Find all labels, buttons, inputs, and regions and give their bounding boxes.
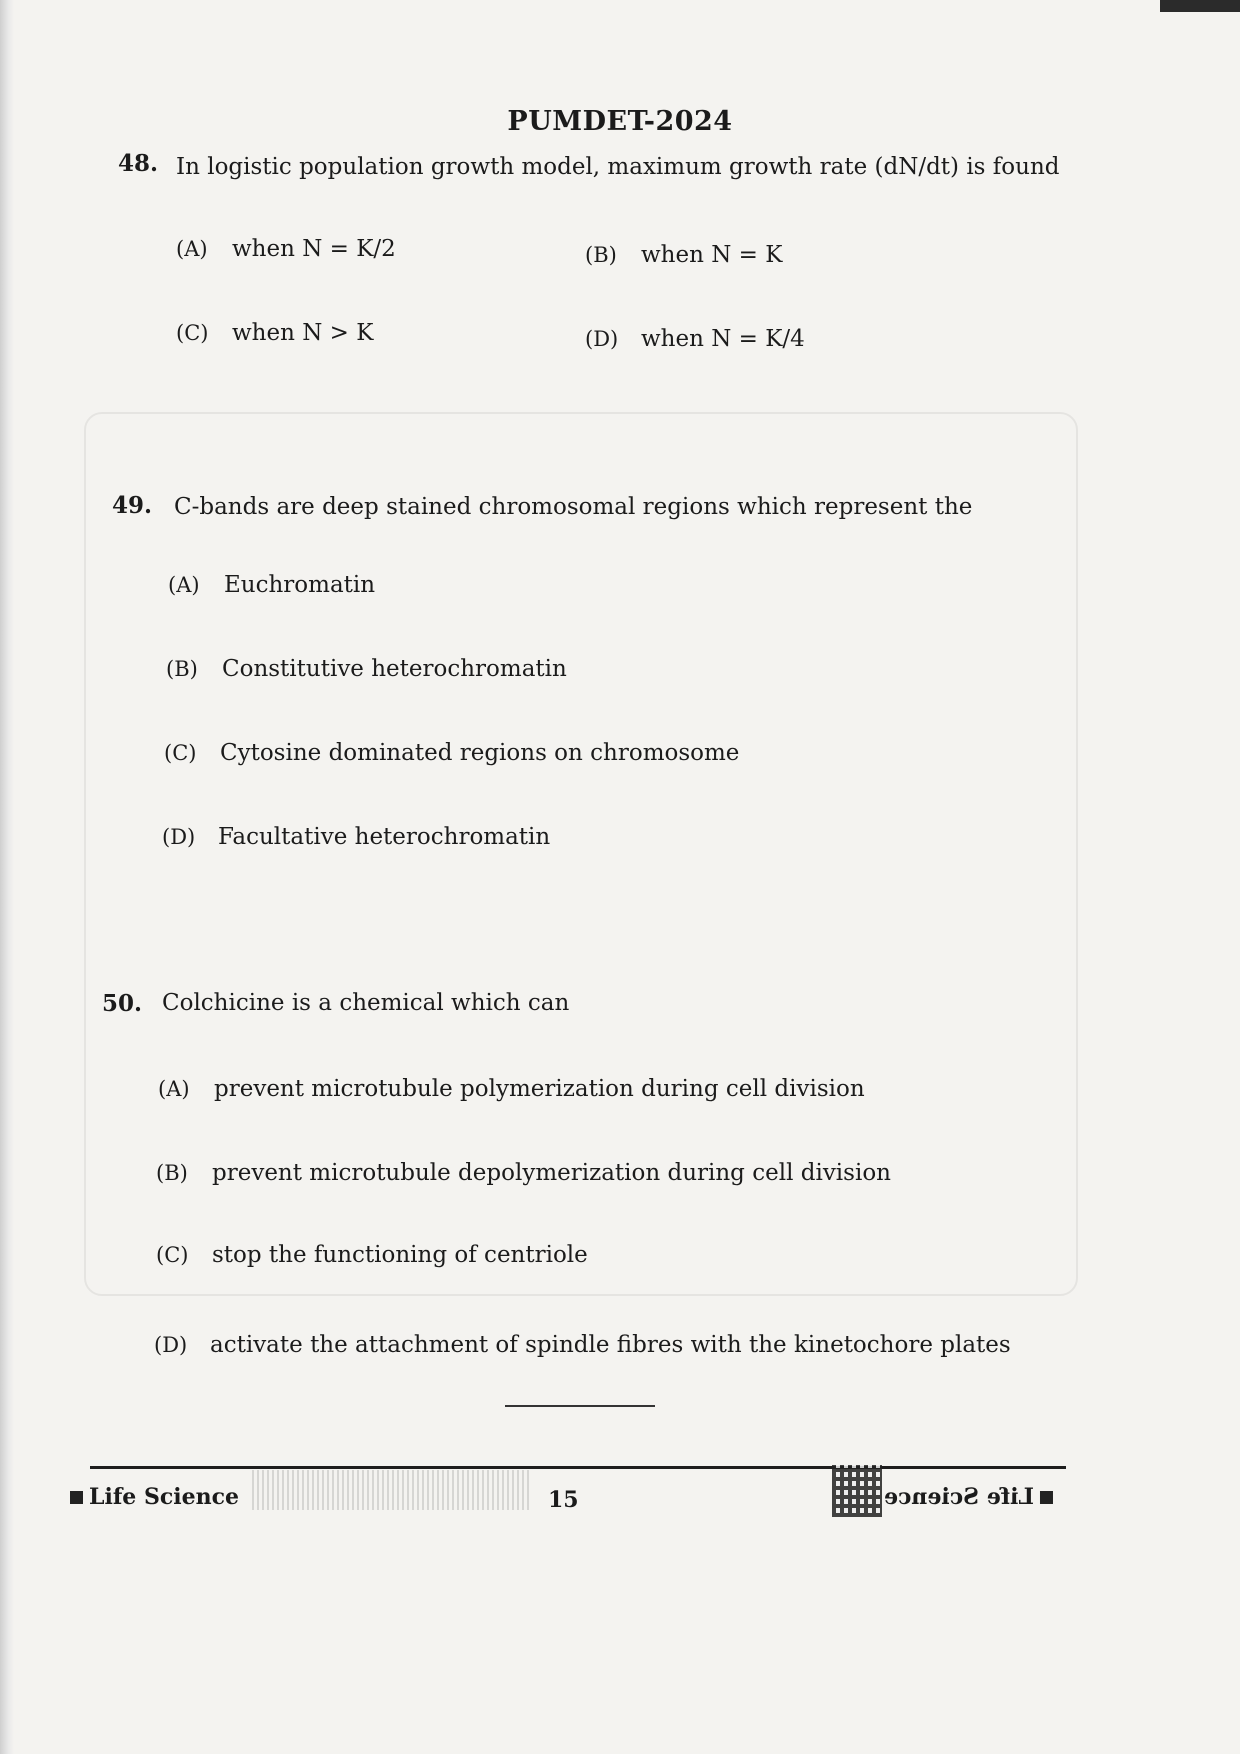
option-text: Constitutive heterochromatin [222,656,567,682]
qr-code-icon [832,1465,882,1517]
option-c [156,1242,588,1268]
page-header-title: PUMDET-2024 [507,106,733,137]
question-text: In logistic population growth model, maximum growth rate (dN/dt) is found [176,154,1060,180]
option-text: when N = K/4 [641,326,805,352]
option-label: (A) [176,237,208,261]
option-text: prevent microtubule polymerization during cell division [214,1076,865,1102]
question-number: 48. [118,150,159,177]
option-text: prevent microtubule depolymerization during cell division [212,1160,891,1186]
option-label: (D) [585,327,619,351]
footer-rule [90,1466,1066,1469]
option-d [162,824,550,850]
option-text: stop the functioning of centriole [212,1242,588,1268]
option-b [585,242,782,268]
option-text: when N = K [641,242,783,268]
question-number: 49. [112,492,153,519]
question-text: Colchicine is a chemical which can [162,990,570,1016]
option-d [154,1332,1011,1358]
option-a [158,1076,865,1102]
option-label: (C) [164,741,197,765]
option-b [166,656,567,682]
footer-subject [70,1484,239,1510]
option-a [176,236,396,262]
option-c [164,740,739,766]
option-text: when N > K [232,320,374,346]
question-text: C-bands are deep stained chromosomal regions which represent the [174,494,973,520]
scan-corner-mark [1160,0,1240,12]
end-of-section-rule [505,1405,655,1407]
option-c [176,320,373,346]
option-text: Euchromatin [224,572,376,598]
option-label: (B) [585,243,617,267]
option-text: when N = K/2 [232,236,396,262]
option-label: (A) [158,1077,190,1101]
footer-subject-mirrored-text: Life Science [884,1484,1034,1510]
footer-subject-mirrored [884,1484,1053,1510]
square-marker-icon [70,1491,83,1504]
option-label: (D) [162,825,196,849]
option-label: (D) [154,1333,188,1357]
barcode-bleed [252,1470,532,1510]
option-text: activate the attachment of spindle fibres with the kinetochore plates [210,1332,1011,1358]
option-b [156,1160,891,1186]
scan-edge-shadow [0,0,14,1754]
option-label: (A) [168,573,200,597]
page-number: 15 [548,1487,579,1513]
option-label: (C) [156,1243,189,1267]
footer-subject-text: Life Science [89,1484,239,1510]
option-d [585,326,805,352]
option-label: (C) [176,321,209,345]
option-label: (B) [156,1161,188,1185]
option-a [168,572,375,598]
option-text: Cytosine dominated regions on chromosome [220,740,740,766]
question-number: 50. [102,990,143,1017]
option-label: (B) [166,657,198,681]
square-marker-icon [1040,1491,1053,1504]
option-text: Facultative heterochromatin [218,824,551,850]
